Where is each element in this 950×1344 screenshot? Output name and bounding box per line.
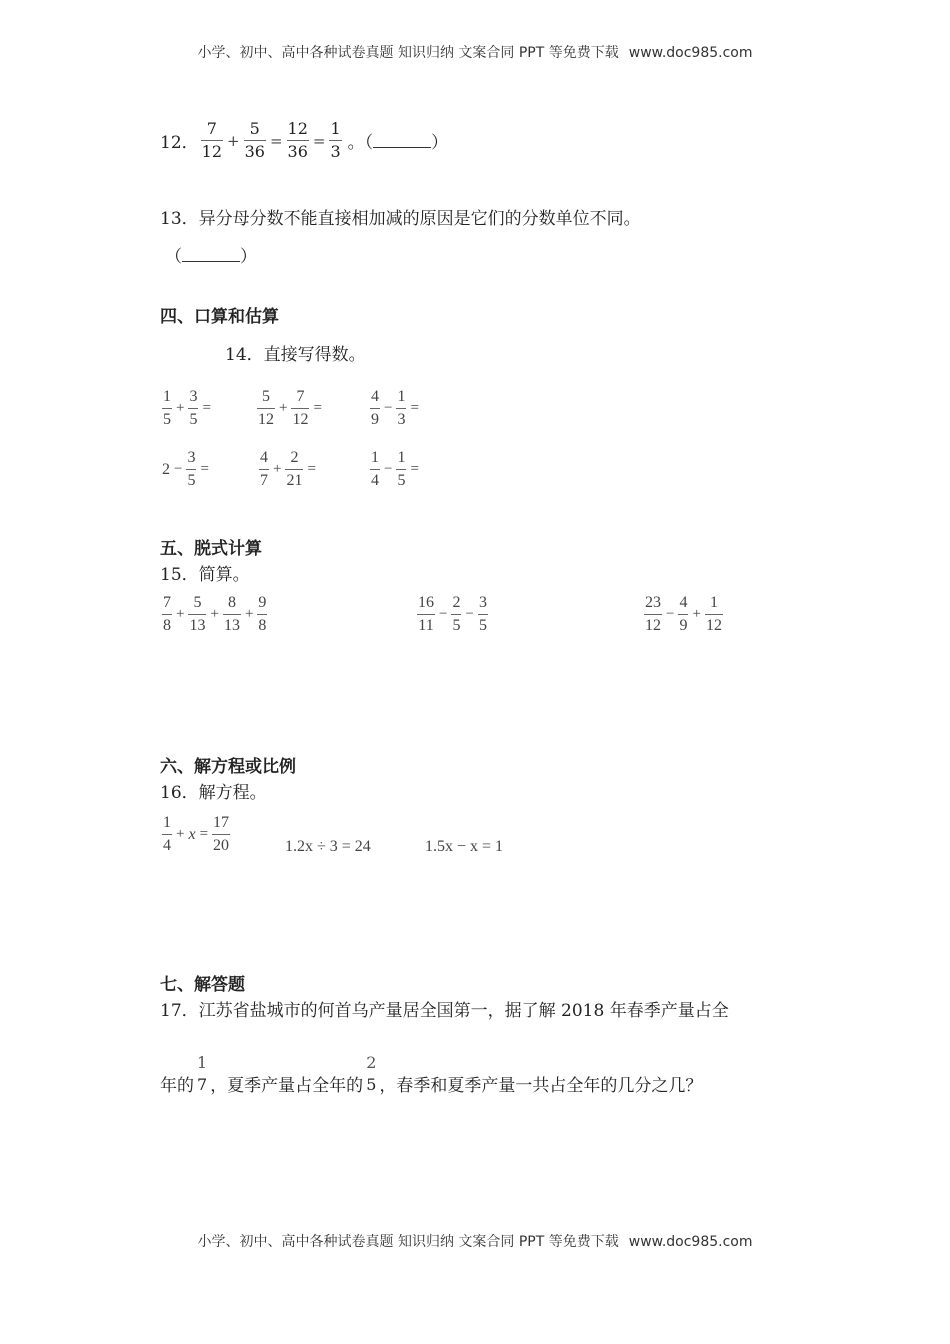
q16-equation-2: 1.2x ÷ 3 = 24 (285, 838, 371, 855)
denominator: 5 (452, 617, 461, 634)
numerator: 23 (644, 592, 662, 615)
denominator: 12 (258, 411, 274, 428)
fraction (287, 118, 309, 163)
equals-sign: = (307, 461, 316, 477)
numerator: 1 (705, 592, 723, 615)
question-13-answer (165, 242, 257, 267)
numerator: 1 (197, 1053, 208, 1072)
fraction (212, 812, 230, 857)
variable-x: x (188, 825, 196, 843)
denominator: 20 (213, 837, 230, 854)
fraction (196, 1052, 208, 1096)
fraction (678, 592, 688, 637)
plus-sign: + (692, 606, 701, 622)
numerator: 5 (244, 118, 266, 141)
section-6-title: 六、解方程或比例 (160, 757, 296, 777)
denominator: 36 (287, 142, 308, 161)
plus-sign: + (176, 826, 185, 842)
minus-sign: − (174, 461, 183, 477)
denominator: 7 (260, 472, 268, 489)
q15-expr-2 (415, 592, 490, 637)
numerator: 9 (257, 592, 267, 615)
q17-text-part-3: ，春季和夏季产量一共占全年的几分之几？ (379, 1076, 703, 1096)
denominator: 3 (397, 411, 406, 428)
denominator: 7 (197, 1075, 208, 1094)
equals-sign: = (410, 400, 419, 416)
numerator: 1 (396, 447, 406, 470)
fraction (644, 592, 662, 637)
denominator: 12 (292, 411, 309, 428)
fraction (478, 592, 488, 637)
q14-item-3 (368, 386, 421, 431)
footer-site: www.doc985.com (628, 1234, 753, 1250)
denominator: 5 (397, 472, 406, 489)
operator: − (384, 400, 393, 416)
fraction (285, 447, 303, 492)
fraction (201, 118, 223, 163)
q16-equation-1 (160, 812, 232, 857)
minus-sign: − (439, 606, 448, 622)
q14-item-5 (257, 447, 318, 492)
numerator: 4 (259, 447, 269, 470)
operator: − (384, 461, 393, 477)
numerator: 7 (162, 592, 172, 615)
fraction (257, 386, 275, 431)
denominator: 11 (418, 617, 434, 634)
question-12 (160, 118, 448, 163)
fraction (705, 592, 723, 637)
denominator: 5 (478, 617, 487, 634)
numerator: 7 (201, 118, 223, 141)
equals-sign: = (313, 400, 322, 416)
numerator: 3 (188, 386, 198, 409)
footer-text: 小学、初中、高中各种试卷真题 知识归纳 文案合同 PPT 等免费下载 (197, 1234, 619, 1250)
denominator: 8 (258, 617, 267, 634)
numerator: 3 (478, 592, 488, 615)
denominator: 3 (330, 142, 341, 161)
numerator: 1 (162, 386, 172, 409)
q16-equation-3: 1.5x − x = 1 (425, 838, 504, 855)
fraction (259, 447, 269, 492)
numerator: 1 (329, 118, 341, 141)
denominator: 36 (244, 142, 265, 161)
question-16: 16．解方程。 (160, 783, 267, 803)
numerator: 8 (223, 592, 241, 615)
equals-sign: = (199, 826, 209, 842)
denominator: 12 (201, 142, 222, 161)
denominator: 12 (645, 617, 661, 634)
fraction (162, 386, 172, 431)
numerator: 4 (370, 386, 380, 409)
numerator: 12 (287, 118, 309, 141)
denominator: 12 (705, 617, 722, 634)
close-paren: ） (240, 247, 257, 267)
numerator: 7 (291, 386, 309, 409)
question-15: 15．简算。 (160, 565, 250, 585)
fraction (223, 592, 241, 637)
denominator: 21 (286, 472, 303, 489)
q14-item-4 (160, 447, 211, 492)
plus-sign: + (227, 131, 240, 150)
denominator: 4 (371, 472, 379, 489)
numerator: 1 (396, 386, 406, 409)
operator: + (273, 461, 282, 477)
denominator: 9 (679, 617, 688, 634)
numerator: 17 (212, 812, 230, 835)
fraction (162, 592, 172, 637)
q14-item-2 (255, 386, 324, 431)
fraction (396, 386, 406, 431)
numerator: 1 (162, 812, 172, 835)
minus-sign: − (465, 606, 474, 622)
plus-sign: + (176, 606, 185, 622)
page-footer (0, 1231, 950, 1251)
fraction (162, 812, 172, 857)
denominator: 13 (189, 617, 206, 634)
equals-sign: = (410, 461, 419, 477)
denominator: 9 (371, 411, 379, 428)
operator: + (176, 400, 185, 416)
q14-item-1 (160, 386, 213, 431)
open-paren: （ (165, 247, 182, 267)
header-site: www.doc985.com (628, 45, 753, 61)
page-header (0, 42, 950, 62)
denominator: 5 (366, 1075, 377, 1094)
numerator: 3 (186, 447, 196, 470)
denominator: 5 (163, 411, 171, 428)
fraction (370, 386, 380, 431)
equals-sign: = (312, 131, 326, 150)
fraction (186, 447, 196, 492)
answer-blank[interactable] (373, 133, 431, 148)
q14-item-6 (368, 447, 421, 492)
denominator: 8 (163, 617, 171, 634)
numerator: 2 (285, 447, 303, 470)
equals-sign: = (200, 461, 209, 477)
numerator: 2 (451, 592, 461, 615)
numerator: 1 (370, 447, 380, 470)
equals-sign: = (202, 400, 211, 416)
numerator: 4 (678, 592, 688, 615)
fraction (370, 447, 380, 492)
answer-blank[interactable] (182, 247, 240, 262)
denominator: 4 (163, 837, 171, 854)
q12-tail: 。（ (347, 133, 374, 153)
operator: + (279, 400, 288, 416)
fraction (451, 592, 461, 637)
plus-sign: + (244, 606, 254, 622)
denominator: 5 (187, 472, 196, 489)
q17-text-part-2: ，夏季产量占全年的 (210, 1076, 364, 1096)
header-text: 小学、初中、高中各种试卷真题 知识归纳 文案合同 PPT 等免费下载 (197, 45, 619, 61)
question-17-line-2 (160, 1052, 702, 1096)
fraction (365, 1052, 377, 1096)
denominator: 5 (189, 411, 198, 428)
section-5-title: 五、脱式计算 (160, 539, 262, 559)
q15-expr-1 (160, 592, 269, 637)
denominator: 13 (223, 617, 240, 634)
fraction (291, 386, 309, 431)
question-17-line-1: 17．江苏省盐城市的何首乌产量居全国第一，据了解 2018 年春季产量占全 (160, 1001, 729, 1021)
numerator: 5 (257, 386, 275, 409)
fraction (329, 118, 341, 163)
equals-sign: = (269, 131, 283, 150)
numerator: 16 (417, 592, 435, 615)
numerator: 2 (366, 1053, 377, 1072)
question-14: 14．直接写得数。 (225, 345, 366, 365)
q12-close-paren: ） (431, 133, 449, 153)
fraction (188, 592, 206, 637)
section-7-title: 七、解答题 (160, 975, 245, 995)
numerator: 5 (188, 592, 206, 615)
fraction (396, 447, 406, 492)
fraction (244, 118, 266, 163)
fraction (417, 592, 435, 637)
fraction (257, 592, 267, 637)
minus-sign: − (666, 606, 675, 622)
q15-expr-3 (642, 592, 725, 637)
plus-sign: + (210, 606, 219, 622)
question-13: 13．异分母分数不能直接相加减的原因是它们的分数单位不同。 (160, 209, 641, 229)
section-4-title: 四、口算和估算 (160, 307, 279, 327)
fraction (188, 386, 198, 431)
q17-text-part-1: 年的 (160, 1076, 194, 1096)
q12-number: 12． (160, 133, 199, 153)
whole-number: 2 (162, 460, 170, 478)
